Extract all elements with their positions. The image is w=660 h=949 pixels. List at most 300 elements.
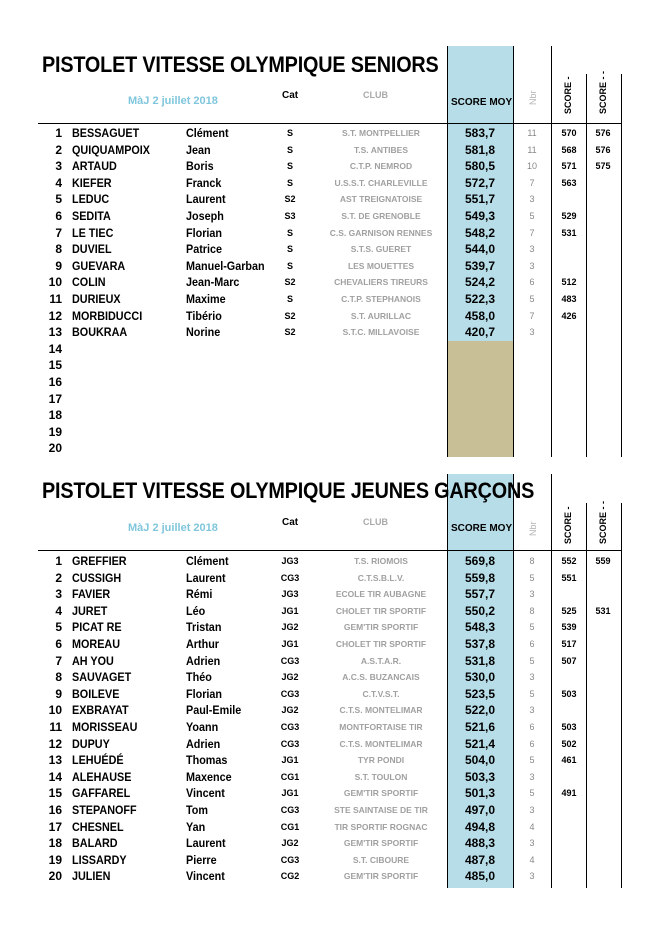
rank-cell: 18 [48, 408, 62, 423]
category-cell: CG3 [280, 688, 300, 699]
nbr-cell: 3 [529, 672, 535, 683]
name-cell: JULIEN [72, 869, 111, 884]
score-moy-cell: 522,0 [464, 703, 496, 718]
category-cell: JG1 [281, 639, 299, 649]
rank-cell: 20 [48, 441, 62, 456]
header-score-1: SCORE - [563, 76, 573, 114]
club-cell: S.T. CIBOURE [352, 854, 410, 865]
club-cell: S.T. TOULON [354, 771, 408, 782]
category-cell: S2 [284, 327, 296, 338]
table-row [0, 603, 660, 620]
score-moy-cell: 544,0 [464, 242, 496, 257]
score-1-cell: 571 [561, 161, 577, 172]
category-cell: CG1 [280, 821, 300, 832]
name-cell: LE TIEC [72, 225, 114, 240]
rank-cell: 15 [48, 358, 62, 373]
nbr-cell: 5 [529, 211, 535, 221]
first-name-cell: Léo [186, 603, 206, 618]
score-moy-cell: 559,8 [464, 570, 496, 585]
category-cell: JG2 [281, 672, 299, 683]
table-row [0, 802, 660, 819]
header-rule [38, 550, 621, 551]
score-moy-cell: 503,3 [464, 769, 496, 784]
table-row [0, 586, 660, 603]
category-cell: S [286, 128, 293, 138]
rank-cell: 17 [48, 819, 62, 834]
category-cell: CG3 [280, 738, 300, 749]
nbr-cell: 5 [529, 572, 535, 583]
score-moy-cell: 504,0 [464, 753, 496, 768]
category-cell: JG2 [281, 705, 299, 716]
header-score-1: SCORE - [563, 506, 573, 544]
name-cell: MORISSEAU [72, 720, 138, 734]
table-row [0, 686, 660, 703]
club-cell: MONTFORTAISE TIR [339, 722, 423, 732]
category-cell: S [286, 161, 293, 172]
rank-cell: 11 [49, 292, 62, 306]
first-name-cell: Vincent [186, 869, 225, 884]
score-1-cell: 570 [561, 128, 577, 138]
club-cell: CHEVALIERS TIREURS [334, 277, 428, 288]
score-moy-cell: 551,7 [464, 192, 496, 207]
first-name-cell: Tristan [186, 620, 222, 635]
first-name-cell: Florian [186, 225, 223, 240]
category-cell: CG1 [280, 771, 300, 782]
name-cell: MORBIDUCCI [72, 308, 143, 323]
nbr-cell: 7 [529, 177, 535, 188]
nbr-cell: 6 [529, 722, 535, 732]
first-name-cell: Rémi [186, 587, 213, 602]
club-cell: A.C.S. BUZANCAIS [342, 672, 420, 683]
score-moy-cell: 487,8 [464, 852, 496, 867]
club-cell: TIR SPORTIF ROGNAC [334, 821, 428, 832]
name-cell: BOUKRAA [72, 325, 128, 340]
nbr-cell: 10 [526, 161, 537, 172]
score-moy-cell: 524,2 [464, 275, 496, 290]
first-name-cell: Tom [186, 803, 209, 817]
score-moy-cell: 581,8 [464, 142, 496, 157]
name-cell: PICAT RE [72, 620, 122, 635]
rank-cell: 6 [55, 637, 62, 651]
table-row [0, 570, 660, 587]
rank-cell: 12 [48, 736, 62, 751]
nbr-cell: 11 [527, 144, 537, 155]
score-2-cell: 559 [595, 556, 611, 566]
club-cell: C.S. GARNISON RENNES [329, 227, 433, 238]
category-cell: CG3 [280, 722, 300, 732]
category-cell: JG3 [281, 589, 299, 600]
score-1-cell: 525 [561, 605, 577, 616]
score-moy-cell: 523,5 [464, 686, 496, 701]
first-name-cell: Maxence [186, 769, 232, 784]
name-cell: MOREAU [72, 637, 121, 651]
header-score-moy: SCORE MOY [451, 523, 513, 534]
club-cell: S.T. MONTPELLIER [342, 128, 420, 138]
table-row [0, 785, 660, 802]
score-1-cell: 552 [561, 556, 577, 566]
first-name-cell: Jean [186, 142, 211, 157]
score-1-cell: 539 [561, 622, 577, 633]
nbr-cell: 5 [529, 294, 535, 304]
update-date: MàJ 2 juillet 2018 [128, 95, 218, 107]
name-cell: EXBRAYAT [72, 703, 129, 718]
rank-cell: 14 [48, 769, 62, 784]
nbr-cell: 3 [529, 244, 535, 255]
first-name-cell: Franck [186, 175, 222, 190]
club-cell: S.T. DE GRENOBLE [341, 211, 421, 221]
first-name-cell: Paul-Emile [186, 703, 242, 718]
category-cell: JG1 [281, 605, 299, 616]
name-cell: SEDITA [72, 209, 111, 223]
club-cell: GEM'TIR SPORTIF [343, 871, 419, 882]
score-1-cell: 507 [561, 655, 577, 666]
score-1-cell: 517 [561, 639, 577, 649]
category-cell: S3 [284, 211, 296, 221]
rank-cell: 7 [55, 653, 62, 668]
first-name-cell: Thomas [186, 753, 228, 768]
first-name-cell: Laurent [186, 836, 226, 851]
first-name-cell: Théo [186, 670, 212, 685]
header-club: CLUB [363, 90, 388, 100]
score-1-cell: 512 [561, 277, 577, 288]
category-cell: S2 [284, 194, 296, 205]
nbr-cell: 3 [529, 805, 535, 815]
score-moy-cell: 580,5 [464, 159, 496, 174]
club-cell: C.T.P. NEMROD [349, 161, 413, 172]
rank-cell: 17 [48, 391, 62, 406]
rank-cell: 13 [48, 753, 62, 768]
nbr-cell: 7 [529, 310, 535, 321]
rank-cell: 4 [55, 175, 62, 190]
score-moy-cell: 549,3 [464, 209, 496, 223]
header-score-2: SCORE - - [598, 70, 608, 114]
rank-cell: 9 [55, 686, 62, 701]
score-moy-cell: 537,8 [464, 637, 496, 651]
first-name-cell: Joseph [186, 209, 224, 223]
name-cell: DUPUY [72, 736, 110, 751]
table-row [0, 702, 660, 719]
first-name-cell: Laurent [186, 570, 226, 585]
first-name-cell: Vincent [186, 786, 225, 801]
score-moy-cell: 420,7 [464, 325, 496, 340]
score-moy-cell: 550,2 [464, 603, 496, 618]
score-moy-cell: 488,3 [464, 836, 496, 851]
score-1-cell: 461 [561, 755, 577, 766]
category-cell: JG2 [281, 622, 299, 633]
first-name-cell: Patrice [186, 242, 223, 257]
category-cell: S2 [284, 277, 296, 288]
first-name-cell: Boris [186, 159, 214, 174]
rank-cell: 11 [49, 720, 62, 734]
rank-cell: 5 [55, 620, 62, 635]
category-cell: JG2 [281, 838, 299, 849]
rank-cell: 3 [55, 587, 62, 602]
nbr-cell: 4 [529, 821, 535, 832]
club-cell: LES MOUETTES [347, 260, 415, 271]
score-1-cell: 426 [561, 310, 577, 321]
nbr-cell: 8 [529, 556, 535, 566]
first-name-cell: Adrien [186, 736, 221, 751]
header-nbr: Nbr [528, 90, 538, 105]
club-cell: AST TREIGNATOISE [339, 194, 423, 205]
nbr-cell: 3 [529, 871, 535, 882]
rank-cell: 13 [48, 325, 62, 340]
category-cell: JG3 [281, 556, 299, 566]
score-moy-cell: 494,8 [464, 819, 496, 834]
name-cell: LISSARDY [72, 852, 127, 867]
score-moy-cell: 569,8 [464, 554, 496, 568]
name-cell: GAFFAREL [72, 786, 131, 801]
club-cell: CHOLET TIR SPORTIF [335, 639, 427, 649]
name-cell: ALEHAUSE [72, 769, 132, 784]
nbr-cell: 5 [529, 622, 535, 633]
nbr-cell: 5 [529, 655, 535, 666]
rank-cell: 6 [55, 209, 62, 223]
club-cell: C.T.S. MONTELIMAR [339, 705, 423, 716]
category-cell: S [286, 260, 293, 271]
table-row [0, 752, 660, 769]
rank-cell: 4 [55, 603, 62, 618]
name-cell: FAVIER [72, 587, 111, 602]
name-cell: CUSSIGH [72, 570, 122, 585]
nbr-cell: 3 [529, 771, 535, 782]
first-name-cell: Clément [186, 126, 229, 140]
rank-cell: 8 [55, 670, 62, 685]
table-row [0, 769, 660, 786]
table-row [0, 868, 660, 885]
score-moy-cell: 557,7 [464, 587, 496, 602]
category-cell: JG1 [281, 755, 299, 766]
category-cell: S [286, 144, 293, 155]
category-cell: S [286, 177, 293, 188]
table-row [0, 669, 660, 686]
club-cell: GEM'TIR SPORTIF [343, 788, 419, 799]
name-cell: DUVIEL [72, 242, 112, 257]
rank-cell: 18 [48, 836, 62, 851]
score-moy-cell: 531,8 [464, 653, 496, 668]
table-row [0, 553, 660, 570]
header-score-moy: SCORE MOY [451, 97, 513, 108]
score-1-cell: 483 [561, 294, 577, 304]
name-cell: GREFFIER [72, 554, 127, 568]
category-cell: S [286, 227, 293, 238]
rank-cell: 10 [48, 275, 62, 290]
score-moy-cell: 521,4 [464, 736, 496, 751]
club-cell: T.S. ANTIBES [354, 144, 408, 155]
nbr-cell: 3 [529, 327, 535, 338]
table-row [0, 653, 660, 670]
score-moy-cell: 485,0 [464, 869, 496, 884]
rank-cell: 7 [55, 225, 62, 240]
score-1-cell: 529 [561, 211, 577, 221]
category-cell: S2 [284, 310, 296, 321]
first-name-cell: Jean-Marc [186, 275, 240, 290]
rank-cell: 12 [48, 308, 62, 323]
nbr-cell: 4 [529, 854, 535, 865]
rank-cell: 8 [55, 242, 62, 257]
score-moy-cell: 548,2 [464, 225, 496, 240]
club-cell: GEM'TIR SPORTIF [343, 622, 419, 633]
club-cell: CHOLET TIR SPORTIF [335, 605, 427, 616]
score-moy-cell: 539,7 [464, 258, 496, 273]
first-name-cell: Arthur [186, 637, 220, 651]
nbr-cell: 3 [529, 705, 535, 716]
rank-cell: 19 [48, 424, 62, 439]
score-moy-cell: 501,3 [464, 786, 496, 801]
score-moy-cell: 522,3 [464, 292, 496, 306]
score-2-cell: 575 [595, 161, 611, 172]
score-moy-cell: 458,0 [464, 308, 496, 323]
first-name-cell: Adrien [186, 653, 221, 668]
nbr-cell: 3 [529, 589, 535, 600]
first-name-cell: Florian [186, 686, 223, 701]
first-name-cell: Maxime [186, 292, 226, 306]
name-cell: GUEVARA [72, 258, 126, 273]
header-score-2: SCORE - - [598, 500, 608, 544]
score-1-cell: 503 [561, 722, 577, 732]
club-cell: STE SAINTAISE DE TIR [334, 805, 428, 815]
club-cell: GEM'TIR SPORTIF [343, 838, 419, 849]
club-cell: U.S.S.T. CHARLEVILLE [334, 177, 428, 188]
page-title: PISTOLET VITESSE OLYMPIQUE SENIORS [42, 52, 439, 77]
score-2-cell: 576 [595, 128, 611, 138]
club-cell: S.T. AURILLAC [350, 310, 412, 321]
nbr-cell: 5 [529, 755, 535, 766]
first-name-cell: Manuel-Garban [186, 258, 265, 273]
header-cat: Cat [282, 517, 299, 528]
rank-cell: 20 [48, 869, 62, 884]
club-cell: S.T.C. MILLAVOISE [342, 327, 420, 338]
score-1-cell: 563 [561, 177, 577, 188]
name-cell: COLIN [72, 275, 106, 290]
category-cell: CG3 [280, 805, 300, 815]
score-moy-cell: 583,7 [464, 126, 496, 140]
name-cell: CHESNEL [72, 819, 124, 834]
name-cell: LEDUC [72, 192, 110, 207]
score-1-cell: 531 [561, 227, 577, 238]
name-cell: BALARD [72, 836, 118, 851]
table-row [0, 619, 660, 636]
nbr-cell: 5 [529, 788, 535, 799]
first-name-cell: Tibério [186, 308, 222, 323]
rank-cell: 9 [55, 258, 62, 273]
name-cell: QUIQUAMPOIX [72, 142, 151, 157]
nbr-cell: 3 [529, 260, 535, 271]
category-cell: CG3 [280, 854, 300, 865]
name-cell: SAUVAGET [72, 670, 132, 685]
category-cell: CG3 [280, 572, 300, 583]
rank-cell: 16 [48, 803, 62, 817]
rank-cell: 19 [48, 852, 62, 867]
score-moy-cell: 530,0 [464, 670, 496, 685]
category-cell: S [286, 244, 293, 255]
header-cat: Cat [282, 90, 299, 101]
first-name-cell: Clément [186, 554, 229, 568]
nbr-cell: 3 [529, 838, 535, 849]
score-moy-cell: 548,3 [464, 620, 496, 635]
nbr-cell: 11 [527, 128, 537, 138]
rank-cell: 16 [48, 375, 62, 389]
first-name-cell: Yoann [186, 720, 219, 734]
score-1-cell: 503 [561, 688, 577, 699]
name-cell: KIEFER [72, 175, 112, 190]
table-row [0, 636, 660, 653]
score-moy-cell: 572,7 [464, 175, 496, 190]
name-cell: BOILEVE [72, 686, 120, 701]
club-cell: A.S.T.A.R. [360, 655, 402, 666]
name-cell: STEPANOFF [72, 803, 137, 817]
page-title: PISTOLET VITESSE OLYMPIQUE JEUNES GARÇONS [42, 478, 535, 503]
club-cell: C.T.S.B.L.V. [357, 572, 405, 583]
rank-cell: 2 [55, 142, 62, 157]
header-club: CLUB [363, 517, 388, 527]
club-cell: C.T.P. STEPHANOIS [341, 294, 421, 304]
category-cell: JG1 [281, 788, 299, 799]
table-row [0, 719, 660, 736]
nbr-cell: 6 [529, 639, 535, 649]
score-2-cell: 531 [595, 605, 611, 616]
table-row [0, 835, 660, 852]
club-cell: T.S. RIOMOIS [354, 556, 408, 566]
first-name-cell: Yan [186, 819, 206, 834]
name-cell: JURET [72, 603, 108, 618]
name-cell: BESSAGUET [72, 126, 140, 140]
score-1-cell: 568 [561, 144, 577, 155]
category-cell: CG2 [280, 871, 300, 882]
rank-cell: 3 [55, 159, 62, 174]
rank-cell: 2 [55, 570, 62, 585]
score-1-cell: 502 [561, 738, 577, 749]
rank-cell: 15 [48, 786, 62, 801]
club-cell: C.T.V.S.T. [362, 688, 400, 699]
rank-cell: 10 [48, 703, 62, 718]
first-name-cell: Pierre [186, 852, 217, 867]
score-moy-cell: 497,0 [464, 803, 496, 817]
nbr-cell: 5 [529, 688, 535, 699]
score-1-cell: 491 [561, 788, 577, 799]
update-date: MàJ 2 juillet 2018 [128, 522, 218, 534]
nbr-cell: 3 [529, 194, 535, 205]
name-cell: AH YOU [72, 653, 114, 668]
header-nbr: Nbr [528, 521, 538, 536]
rank-cell: 1 [55, 554, 62, 568]
name-cell: DURIEUX [72, 292, 121, 306]
score-2-cell: 576 [595, 144, 611, 155]
nbr-cell: 6 [529, 738, 535, 749]
name-cell: ARTAUD [72, 159, 117, 174]
nbr-cell: 8 [529, 605, 535, 616]
first-name-cell: Norine [186, 325, 221, 340]
rank-cell: 1 [55, 126, 62, 140]
rank-cell: 14 [48, 341, 62, 356]
club-cell: TYR PONDI [357, 755, 405, 766]
table-row [0, 852, 660, 869]
club-cell: ECOLE TIR AUBAGNE [335, 589, 427, 600]
club-cell: C.T.S. MONTELIMAR [339, 738, 423, 749]
score-moy-cell: 521,6 [464, 720, 496, 734]
name-cell: LEHUÉDÉ [72, 753, 124, 768]
nbr-cell: 6 [529, 277, 535, 288]
category-cell: S [286, 294, 293, 304]
first-name-cell: Laurent [186, 192, 226, 207]
table-row [0, 819, 660, 836]
table-row [0, 736, 660, 753]
score-1-cell: 551 [561, 572, 577, 583]
category-cell: CG3 [280, 655, 300, 666]
club-cell: S.T.S. GUERET [350, 244, 412, 255]
nbr-cell: 7 [529, 227, 535, 238]
rank-cell: 5 [55, 192, 62, 207]
